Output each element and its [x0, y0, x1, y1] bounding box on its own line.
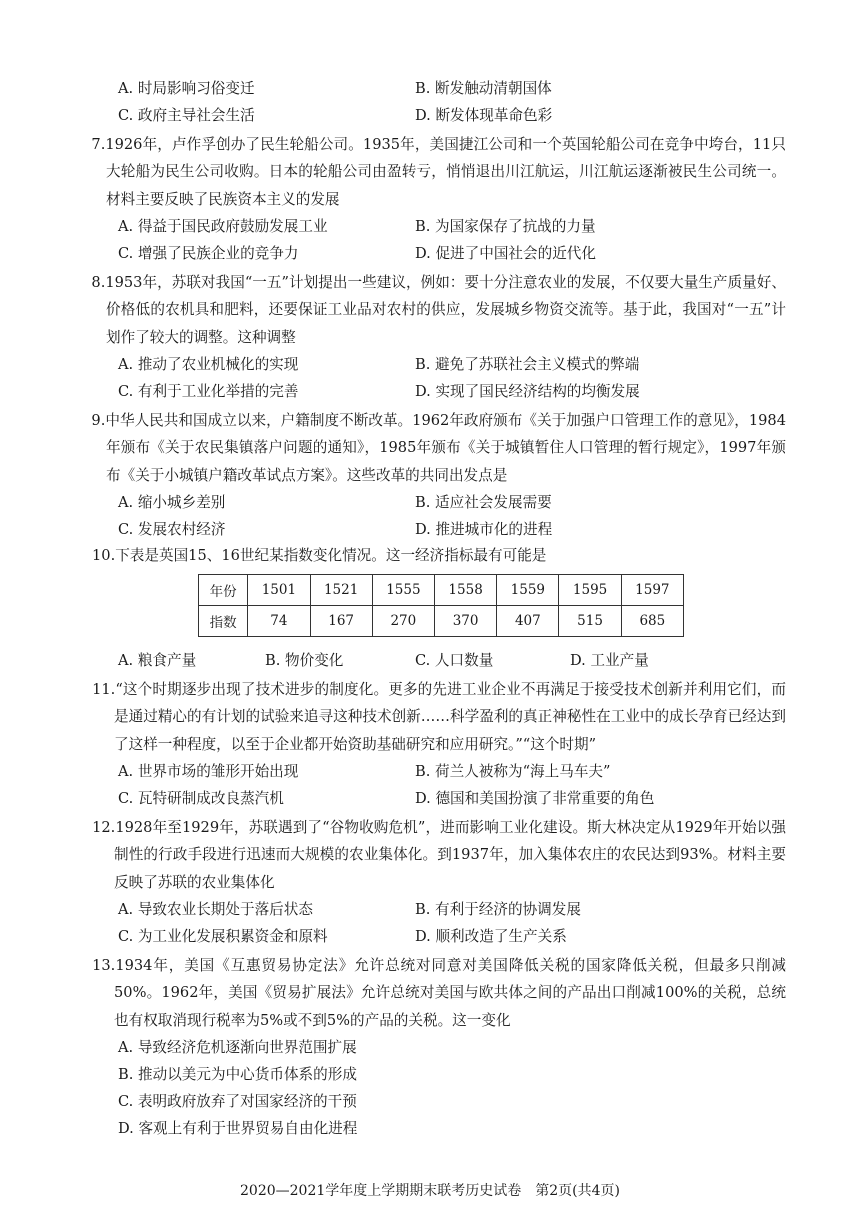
q7-option-b: B. 为国家保存了抗战的力量	[415, 218, 596, 235]
q9-option-d: D. 推进城市化的进程	[415, 521, 553, 538]
q13-option-b: B. 推动以美元为中心货币体系的形成	[118, 1066, 357, 1083]
q9-option-a: A. 缩小城乡差别	[118, 494, 226, 511]
q9-option-c: C. 发展农村经济	[118, 521, 226, 538]
q12-option-c: C. 为工业化发展积累资金和原料	[118, 928, 328, 945]
table-cell: 270	[372, 606, 434, 637]
q8-option-a: A. 推动了农业机械化的实现	[118, 356, 299, 373]
table-cell: 1555	[372, 575, 434, 606]
table-cell: 74	[248, 606, 310, 637]
q11-option-c: C. 瓦特研制成改良蒸汽机	[118, 790, 284, 807]
table-cell: 1595	[559, 575, 621, 606]
q8-option-b: B. 避免了苏联社会主义模式的弊端	[415, 356, 640, 373]
q7-option-a: A. 得益于国民政府鼓励发展工业	[118, 218, 328, 235]
table-cell: 685	[621, 606, 683, 637]
table-cell: 515	[559, 606, 621, 637]
q10-option-a: A. 粮食产量	[118, 652, 197, 669]
table-cell: 1597	[621, 575, 683, 606]
table-cell: 1558	[434, 575, 496, 606]
table-cell: 1521	[310, 575, 372, 606]
q13-option-c: C. 表明政府放弃了对国家经济的干预	[118, 1093, 357, 1110]
page-footer: 2020—2021学年度上学期期末联考历史试卷 第2页(共4页)	[240, 1183, 620, 1199]
q10-option-b: B. 物价变化	[265, 652, 344, 669]
q8-option-d: D. 实现了国民经济结构的均衡发展	[415, 383, 640, 400]
q12-option-b: B. 有利于经济的协调发展	[415, 901, 581, 918]
table-row-years	[199, 575, 684, 606]
q11-option-b: B. 荷兰人被称为“海上马车夫”	[415, 763, 611, 780]
table-cell: 407	[497, 606, 559, 637]
q11-option-a: A. 世界市场的雏形开始出现	[118, 763, 299, 780]
table-cell: 1559	[497, 575, 559, 606]
q7-option-d: D. 促进了中国社会的近代化	[415, 245, 596, 262]
table-header-index: 指数	[199, 606, 248, 637]
table-cell: 167	[310, 606, 372, 637]
q8-stem: 8.1953年，苏联对我国“一五”计划提出一些建议，例如：要十分注意农业的发展，不仅要大量生产质量好、价格低的农机具和肥料，还要保证工业品对农村的供应，发展城乡物资交流等。基于此，我国对“一五”计划作了较大的调整。这种调整	[91, 274, 786, 346]
q6-option-a: A. 时局影响习俗变迁	[118, 80, 255, 97]
q11-option-d: D. 德国和美国扮演了非常重要的角色	[415, 790, 655, 807]
q10-index-table	[198, 574, 684, 637]
q10-option-d: D. 工业产量	[570, 652, 649, 669]
q13-option-d: D. 客观上有利于世界贸易自由化进程	[118, 1120, 358, 1137]
q12-option-a: A. 导致农业长期处于落后状态	[118, 901, 313, 918]
q12-option-d: D. 顺利改造了生产关系	[415, 928, 567, 945]
q12-stem: 12.1928年至1929年，苏联遇到了“谷物收购危机”，进而影响工业化建设。斯大林决定从1929年开始以强制性的行政手段进行迅速而大规模的农业集体化。到1937年，加入集体农庄的农民达到93%。材料主要反映了苏联的农业集体化	[92, 819, 786, 891]
q10-option-c: C. 人口数量	[415, 652, 494, 669]
q9-stem: 9.中华人民共和国成立以来，户籍制度不断改革。1962年政府颁布《关于加强户口管理工作的意见》，1984年颁布《关于农民集镇落户问题的通知》，1985年颁布《关于城镇暂住人口管理的暂行规定》，1997年颁布《关于小城镇户籍改革试点方案》。这些改革的共同出发点是	[91, 412, 786, 484]
q6-option-b: B. 断发触动清朝国体	[415, 80, 552, 97]
q7-stem: 7.1926年，卢作孚创办了民生轮船公司。1935年，美国捷江公司和一个英国轮船公司在竞争中垮台，11只大轮船为民生公司收购。日本的轮船公司由盈转亏，悄悄退出川江航运，川江航运逐渐被民生公司统一。材料主要反映了民族资本主义的发展	[91, 136, 786, 208]
q10-stem: 10.下表是英国15、16世纪某指数变化情况。这一经济指标最有可能是	[92, 547, 547, 564]
q13-stem: 13.1934年，美国《互惠贸易协定法》允许总统对同意对美国降低关税的国家降低关税，但最多只削减50%。1962年，美国《贸易扩展法》允许总统对美国与欧共体之间的产品出口削减100%的关税，总统也有权取消现行税率为5%或不到5%的产品的关税。这一变化	[92, 957, 786, 1029]
q9-option-b: B. 适应社会发展需要	[415, 494, 552, 511]
q7-option-c: C. 增强了民族企业的竞争力	[118, 245, 299, 262]
table-cell: 1501	[248, 575, 310, 606]
table-header-year: 年份	[199, 575, 248, 606]
q13-option-a: A. 导致经济危机逐渐向世界范围扩展	[118, 1039, 357, 1056]
q8-option-c: C. 有利于工业化举措的完善	[118, 383, 299, 400]
table-row-index	[199, 606, 684, 637]
q6-option-c: C. 政府主导社会生活	[118, 107, 255, 124]
table-cell: 370	[434, 606, 496, 637]
q11-stem: 11.“这个时期逐步出现了技术进步的制度化。更多的先进工业企业不再满足于接受技术创新并利用它们，而是通过精心的有计划的试验来追寻这种技术创新……科学盈利的真正神秘性在工业中的成长孕育已经达到了这样一种程度，以至于企业都开始资助基础研究和应用研究。”“这个时期”	[92, 681, 786, 753]
q6-option-d: D. 断发体现革命色彩	[415, 107, 553, 124]
